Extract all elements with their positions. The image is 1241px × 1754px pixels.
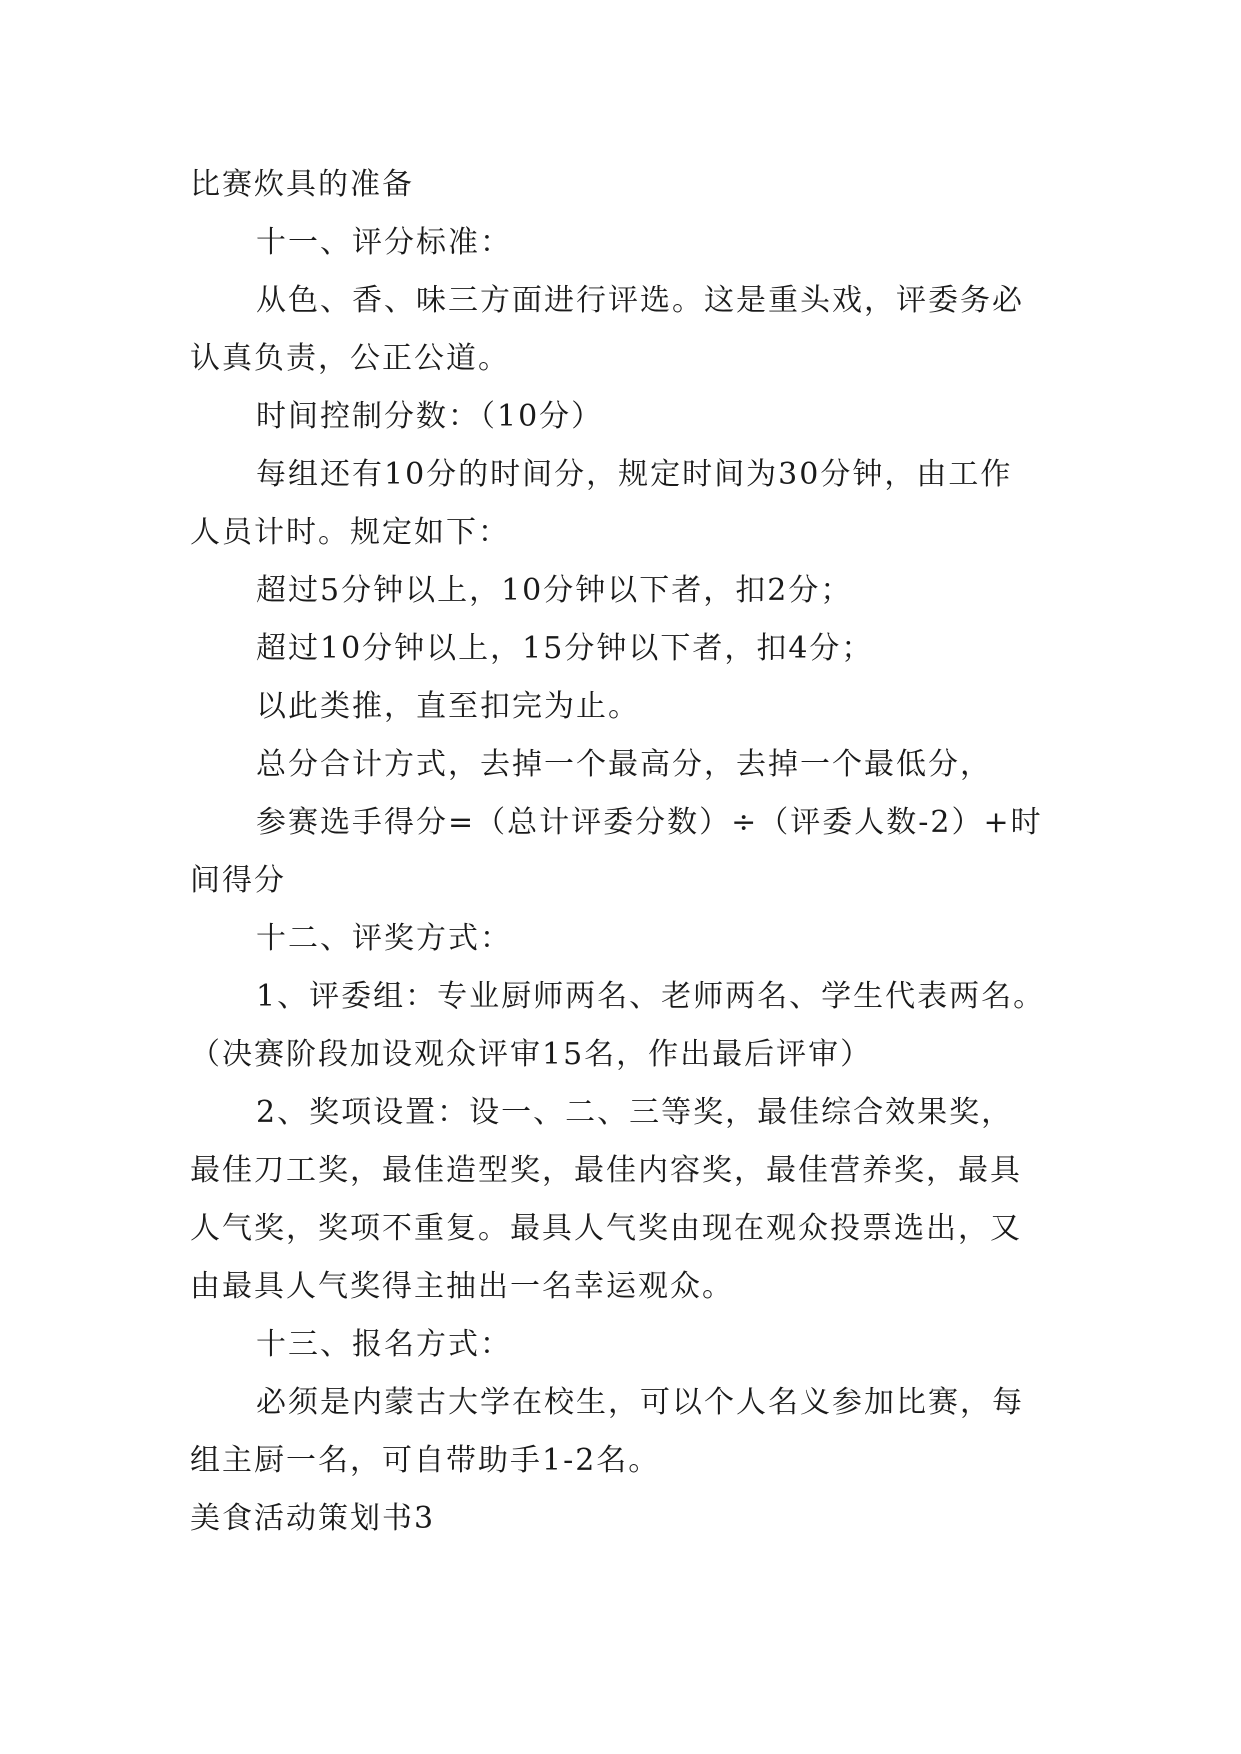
heading-registration-method: 十三、报名方式：: [256, 1327, 512, 1362]
paragraph-formula-line-2: 间得分: [190, 863, 286, 898]
paragraph-awards-line-2: 最佳刀工奖，最佳造型奖，最佳内容奖，最佳营养奖，最具: [190, 1153, 1022, 1188]
section-title-plan-3: 美食活动策划书3: [190, 1501, 436, 1536]
line-total-score-method: 总分合计方式，去掉一个最高分，去掉一个最低分，: [256, 747, 992, 782]
paragraph-judges-line-2: （决赛阶段加设观众评审15名，作出最后评审）: [190, 1037, 873, 1072]
paragraph-time-rule-line-1: 每组还有10分的时间分，规定时间为30分钟，由工作: [256, 457, 1013, 492]
paragraph-scoring-line-1: 从色、香、味三方面进行评选。这是重头戏，评委务必: [256, 283, 1024, 318]
paragraph-registration-line-2: 组主厨一名，可自带助手1-2名。: [190, 1443, 661, 1478]
line-penalty-5-min: 超过5分钟以上，10分钟以下者，扣2分；: [256, 573, 853, 608]
line-time-control-score: 时间控制分数：（10分）: [256, 399, 604, 434]
line-cookware-preparation: 比赛炊具的准备: [190, 167, 414, 202]
paragraph-awards-line-1: 2、奖项设置：设一、二、三等奖，最佳综合效果奖，: [256, 1095, 1014, 1130]
heading-award-method: 十二、评奖方式：: [256, 921, 512, 956]
paragraph-scoring-line-2: 认真负责，公正公道。: [190, 341, 510, 376]
paragraph-awards-line-3: 人气奖，奖项不重复。最具人气奖由现在观众投票选出，又: [190, 1211, 1022, 1246]
heading-scoring-criteria: 十一、评分标准：: [256, 225, 512, 260]
paragraph-time-rule-line-2: 人员计时。规定如下：: [190, 515, 510, 550]
paragraph-awards-line-4: 由最具人气奖得主抽出一名幸运观众。: [190, 1269, 734, 1304]
line-penalty-continue: 以此类推，直至扣完为止。: [256, 689, 640, 724]
paragraph-registration-line-1: 必须是内蒙古大学在校生，可以个人名义参加比赛，每: [256, 1385, 1024, 1420]
paragraph-judges-line-1: 1、评委组：专业厨师两名、老师两名、学生代表两名。: [256, 979, 1046, 1014]
line-penalty-10-min: 超过10分钟以上，15分钟以下者，扣4分；: [256, 631, 874, 666]
paragraph-formula-line-1: 参赛选手得分=（总计评委分数）÷（评委人数-2）+时: [256, 805, 1043, 840]
